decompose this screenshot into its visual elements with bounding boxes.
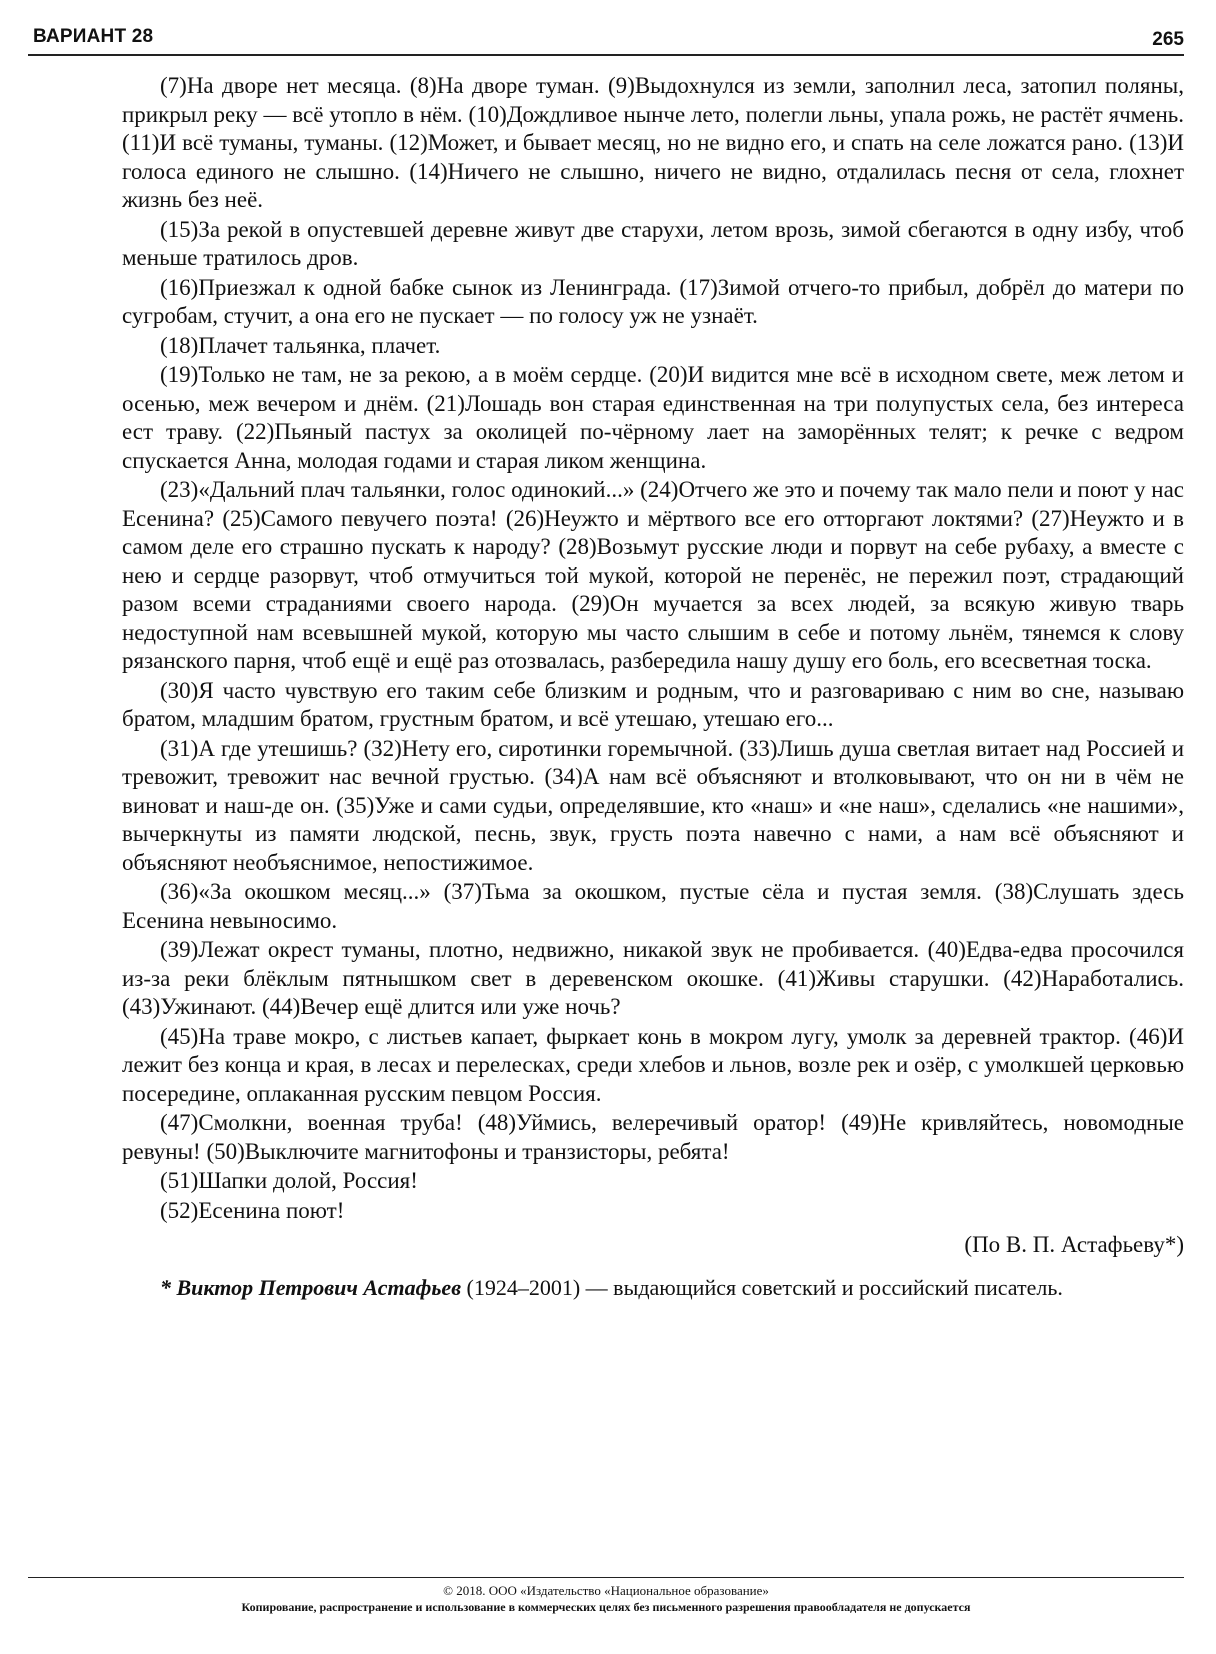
paragraph: (18)Плачет тальянка, плачет.: [160, 332, 441, 358]
page-header: [28, 22, 1184, 56]
legal-notice: Копирование, распространение и использование в коммерческих целях без письменного разрешения правообладателя не допускается: [241, 1600, 971, 1614]
author-footnote: [122, 1274, 1184, 1302]
paragraph: (19)Только не там, не за рекою, а в моём сердце. (20)И видится мне всё в исходном свете, меж летом и осенью, меж вечером и днём. (21)Лошадь вон старая единственная на три полупустых села, без интереса ест траву. (22)Пьяный пастух за околицей по-чёрному лает на заморённых телят; к речке с ведром спускается Анна, молодая годами и старая ликом женщина.: [122, 362, 1184, 473]
paragraph: (16)Приезжал к одной бабке сынок из Ленинграда. (17)Зимой отчего-то прибыл, добрёл до матери по сугробам, стучит, а она его не пускает — по голосу уж не узнаёт.: [122, 274, 1184, 328]
paragraph: (7)На дворе нет месяца. (8)На дворе туман. (9)Выдохнулся из земли, заполнил леса, затопил поляны, прикрыл реку — всё утопло в нём. (10)Дождливое нынче лето, полегли льны, упала рожь, не растёт ячмень. (11)И всё туманы, туманы. (12)Может, и бывает месяц, но не видно его, и спать на селе ложатся рано. (13)И голоса единого не слышно. (14)Ничего не слышно, ничего не видно, отдалилась песня от села, глохнет жизнь без неё.: [122, 73, 1184, 212]
footnote-text: (1924–2001) — выдающийся советский и российский писатель.: [461, 1274, 1063, 1300]
paragraph: (39)Лежат окрест туманы, плотно, недвижно, никакой звук не пробивается. (40)Едва-едва просочился из-за реки блёклым пятнышком свет в деревенском окошке. (41)Живы старушки. (42)Наработались. (43)Ужинают. (44)Вечер ещё длится или уже ночь?: [122, 937, 1184, 1019]
paragraph: (30)Я часто чувствую его таким себе близким и родным, что и разговариваю с ним во сне, называю братом, младшим братом, грустным братом, и всё утешаю, утешаю его...: [122, 677, 1184, 731]
header-divider: [28, 54, 1184, 56]
paragraph: (31)А где утешишь? (32)Нету его, сиротинки горемычной. (33)Лишь душа светлая витает над Россией и тревожит, тревожит нас вечной грустью. (34)А нам всё объясняют и втолковывают, что он ни в чём не виноват и наш-де он. (35)Уже и сами судьи, определявшие, кто «наш» и «не наш», сделались «не нашими», вычеркнуты из памяти людской, песнь, звук, грусть поэта навечно с нами, а нам всё объясняют и объясняют необъяснимое, непостижимое.: [122, 735, 1184, 875]
paragraph: (47)Смолкни, военная труба! (48)Уймись, велеречивый оратор! (49)Не кривляйтесь, новомодные ревуны! (50)Выключите магнитофоны и транзисторы, ребята!: [122, 1110, 1184, 1164]
main-text: [122, 72, 1184, 1324]
page-number: 265: [1152, 29, 1184, 50]
copyright-notice: © 2018. ООО «Издательство «Национальное образование»: [443, 1583, 769, 1598]
footer-divider: [28, 1577, 1184, 1578]
paragraph: (15)За рекой в опустевшей деревне живут две старухи, летом врозь, зимой сбегаются в одну избу, чтоб меньше тратилось дров.: [122, 216, 1184, 270]
paragraph: (51)Шапки долой, Россия!: [160, 1168, 418, 1193]
paragraph: (23)«Дальний плач тальянки, голос одинокий...» (24)Отчего же это и почему так мало пели и поют у нас Есенина? (25)Самого певучего поэта! (26)Неужто и мёртвого все его отторгают локтями? (27)Неужто и в самом деле его страшно пускать к народу? (28)Возьмут русские люди и порвут на себе рубаху, а вместе с нею и сердце разорвут, чтоб отмучиться той мукой, которой не перенёс, не пережил поэт, страдающий разом всеми страданиями своего народа. (29)Он мучается за всех людей, за всякую живую тварь недоступной нам всевышней мукой, которую мы часто слышим в себе и потому льнём, тянемся к слову рязанского парня, чтоб ещё и ещё раз отозвалась, разбередила нашу душу его боль, его всесветная тоска.: [122, 477, 1184, 673]
paragraph: (45)На траве мокро, с листьев капает, фыркает конь в мокром лугу, умолк за деревней трактор. (46)И лежит без конца и края, в лесах и перелесках, среди хлебов и льнов, возле рек и озёр, с умолкшей церковью посередине, оплаканная русским певцом Россия.: [122, 1023, 1184, 1106]
paragraph: (36)«За окошком месяц...» (37)Тьма за окошком, пустые сёла и пустая земля. (38)Слушать здесь Есенина невыносимо.: [122, 879, 1184, 933]
variant-title: ВАРИАНТ 28: [33, 26, 154, 47]
footnote-author: * Виктор Петрович Астафьев: [160, 1274, 462, 1300]
paragraph: (52)Есенина поют!: [160, 1197, 345, 1223]
source-attribution: (По В. П. Астафьеву*): [964, 1232, 1184, 1257]
